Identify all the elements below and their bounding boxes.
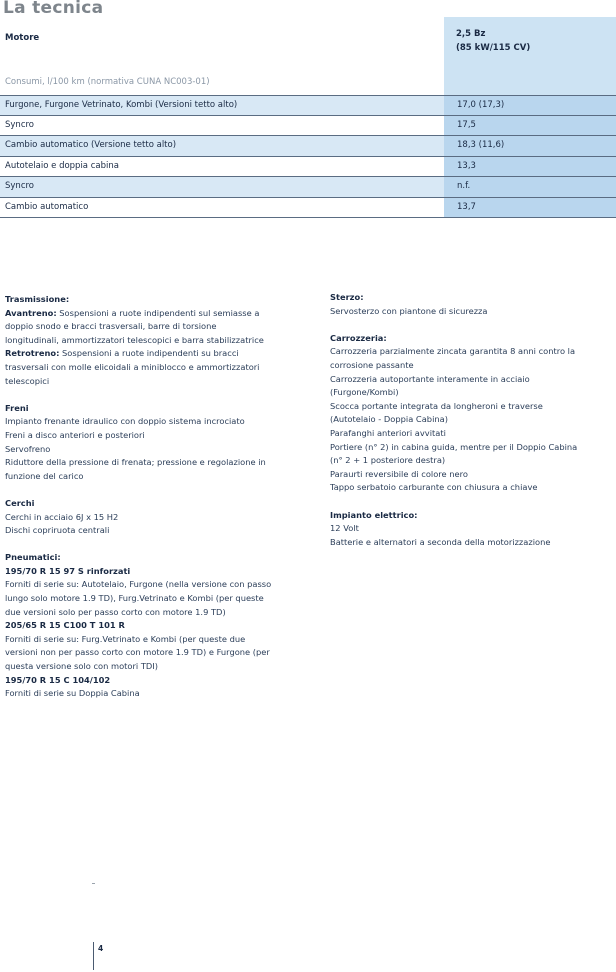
- text-line: trasversali con molle elicoidali a miniblocco e ammortizzatori: [5, 361, 260, 372]
- section-trasmissione: [5, 293, 310, 388]
- section-heading: Impianto elettrico:: [330, 509, 418, 520]
- text-line: Paraurti reversibile di colore nero: [330, 468, 468, 479]
- row-label: Autotelaio e doppia cabina: [5, 160, 119, 171]
- section-heading: Sterzo:: [330, 292, 364, 302]
- row-label: Cambio automatico (Versione tetto alto): [5, 140, 177, 150]
- motore-label: Motore: [5, 33, 40, 43]
- text-line: Riduttore della pressione di frenata; pressione e regolazione in: [5, 457, 266, 468]
- section-freni: [5, 402, 310, 484]
- text-line: funzione del carico: [5, 470, 84, 481]
- page-title: La tecnica: [3, 0, 104, 18]
- consumption-label: Consumi, l/100 km (normativa CUNA NC003-01): [5, 77, 210, 87]
- table-row: [0, 177, 616, 198]
- text-line: Carrozzeria parzialmente zincata garantita 8 anni contro la: [330, 346, 576, 357]
- text-line: 12 Volt: [330, 523, 359, 534]
- table-row: [0, 157, 616, 178]
- engine-power: (85 kW/115 CV): [456, 43, 531, 53]
- row-value: 18,3 (11,6): [457, 140, 505, 150]
- right-column: [330, 291, 616, 563]
- row-label: Cambio automatico: [5, 201, 89, 212]
- text-line: Servofreno: [5, 443, 51, 454]
- text-line: Forniti di serie su: Furg.Vetrinato e Kombi (per queste due: [5, 633, 246, 644]
- left-column: [5, 293, 310, 714]
- table-row: [0, 136, 616, 157]
- row-value: 17,5: [457, 119, 476, 130]
- text-line: Cerchi in acciaio 6J x 15 H2: [5, 511, 119, 522]
- row-label: Syncro: [5, 181, 34, 191]
- table-row: [0, 95, 616, 116]
- text-line: Forniti di serie su Doppia Cabina: [5, 688, 140, 699]
- table-header-row: [0, 17, 616, 72]
- text-span: Sospensioni a ruote indipendenti su bracci: [59, 348, 239, 359]
- text-line: versioni non per passo corto con motore 1.9 TD) e Furgone (per: [5, 647, 270, 658]
- text-line: doppio snodo e bracci trasversali, barre di torsione: [5, 321, 217, 332]
- section-impianto-elettrico: [330, 509, 616, 550]
- tyre-spec: 195/70 R 15 97 S rinforzati: [5, 565, 131, 576]
- tyre-spec: 195/70 R 15 C 104/102: [5, 674, 111, 685]
- text-line: Dischi copriruota centrali: [5, 525, 110, 536]
- text-line: telescopici: [5, 375, 50, 386]
- section-heading: Trasmissione:: [5, 294, 70, 304]
- text-line: corrosione passante: [330, 359, 414, 370]
- section-sterzo: [330, 291, 616, 318]
- section-pneumatici: [5, 551, 310, 701]
- text-line: questa versione solo con motori TDI): [5, 661, 158, 672]
- row-value: n.f.: [457, 181, 471, 191]
- text-line: Batterie e alternatori a seconda della motorizzazione: [330, 536, 551, 547]
- section-heading: Freni: [5, 402, 29, 413]
- text-line: [5, 307, 310, 321]
- engine-name: 2,5 Bz: [456, 29, 486, 39]
- table-row: [0, 198, 616, 219]
- section-heading: Pneumatici:: [5, 552, 61, 563]
- text-line: due versioni solo per passo corto con motore 1.9 TD): [5, 606, 226, 617]
- text-line: Freni a disco anteriori e posteriori: [5, 429, 145, 440]
- footer-rule: [93, 942, 94, 970]
- text-line: (n° 2 + 1 posteriore destra): [330, 455, 446, 466]
- section-carrozzeria: [330, 332, 616, 495]
- subheading: Retrotreno:: [5, 348, 60, 359]
- text-span: Sospensioni a ruote indipendenti sul semiasse a: [56, 307, 260, 318]
- text-line: Tappo serbatoio carburante con chiusura a chiave: [330, 482, 538, 493]
- text-line: Forniti di serie su: Autotelaio, Furgone (nella versione con passo: [5, 579, 272, 590]
- row-value: 13,3: [457, 160, 476, 171]
- text-line: Portiere (n° 2) in cabina guida, mentre per il Doppio Cabina: [330, 441, 578, 452]
- row-value: 17,0 (17,3): [457, 100, 505, 110]
- page-number: 4: [98, 944, 104, 953]
- scan-speck: [92, 883, 95, 884]
- text-line: Servosterzo con piantone di sicurezza: [330, 305, 488, 316]
- section-heading: Cerchi: [5, 497, 35, 508]
- text-line: (Furgone/Kombi): [330, 387, 399, 398]
- tyre-spec: 205/65 R 15 C100 T 101 R: [5, 620, 125, 631]
- row-label: Furgone, Furgone Vetrinato, Kombi (Versioni tetto alto): [5, 100, 238, 110]
- section-cerchi: [5, 497, 310, 538]
- text-line: Scocca portante integrata da longheroni e traverse: [330, 400, 543, 411]
- text-line: [5, 347, 310, 361]
- text-line: (Autotelaio - Doppia Cabina): [330, 414, 448, 425]
- row-value: 13,7: [457, 201, 476, 212]
- row-label: Syncro: [5, 119, 34, 130]
- text-line: longitudinali, ammortizzatori telescopici e barra stabilizzatrice: [5, 334, 264, 345]
- consumption-row: [0, 72, 616, 95]
- text-line: Parafanghi anteriori avvitati: [330, 427, 446, 438]
- text-line: Impianto frenante idraulico con doppio sistema incrociato: [5, 416, 245, 427]
- section-heading: Carrozzeria:: [330, 332, 387, 343]
- subheading: Avantreno:: [5, 307, 57, 318]
- text-line: lungo solo motore 1.9 TD), Furg.Vetrinato e Kombi (per queste: [5, 593, 264, 604]
- table-row: [0, 116, 616, 137]
- text-line: Carrozzeria autoportante interamente in acciaio: [330, 373, 530, 384]
- spec-table: [0, 17, 616, 218]
